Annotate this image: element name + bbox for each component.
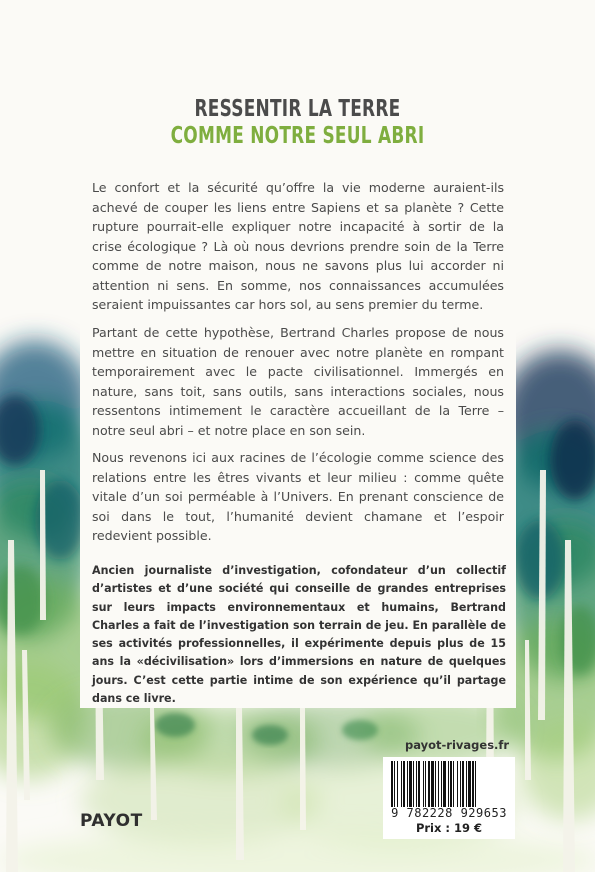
publisher-website: payot-rivages.fr [405,738,510,752]
barcode-icon [389,761,509,807]
title-line-1: RESSENTIR LA TERRE [194,96,401,122]
paragraph-1: Le confort et la sécurité qu’offre la vie moderne auraient-ils achevé de couper les liens entre Sapiens et sa planète ? Cette rupture pourrait-elle expliquer notre incapacité à sortir de la crise écologique ? Là où nous devrions prendre soin de la Terre comme de notre maison, nous ne savons plus lui accorder ni attention ni sens. En somme, nos connaissances accumulées seraient impuissantes car hors sol, au sens premier du terme. [92,180,504,312]
barcode-block [383,757,515,839]
publisher-logo: PAYOT [80,811,143,831]
paragraph-2: Partant de cette hypothèse, Bertrand Charles propose de nous mettre en situation de renouer avec notre planète en rompant temporairement avec le pacte civilisationnel. Immergés en nature, sans toit, sans outils, sans interactions sociales, nous ressentons intimement le caractère accueillant de la Terre – notre seul abri – et notre place en son sein. [92,325,504,438]
paragraph-3: Nous revenons ici aux racines de l’écologie comme science des relations entre les êtres vivants et leur milieu : comme quête vitale d’un soi perméable à l’Univers. En prenant conscience de soi dans le tout, l’humanité devient chamane et l’espoir redevient possible. [92,450,504,543]
author-bio: Ancien journaliste d’investigation, cofondateur d’un collectif d’artistes et d’une société qui conseille de grandes entreprises sur leurs impacts environnementaux et humains, Bertrand Charles a fait de l’investigation son terrain de jeu. En parallèle de ses activités professionnelles, il expérimente depuis plus de 15 ans la «décivilisation» lors d’immersions en nature de quelques jours. C’est cette partie intime de son expérience qu’il partage dans ce livre. [92,564,506,706]
isbn-number: 9 782228 929653 [391,806,507,820]
title-line-2: COMME NOTRE SEUL ABRI [170,123,425,149]
price-label: Prix : 19 € [415,821,483,835]
